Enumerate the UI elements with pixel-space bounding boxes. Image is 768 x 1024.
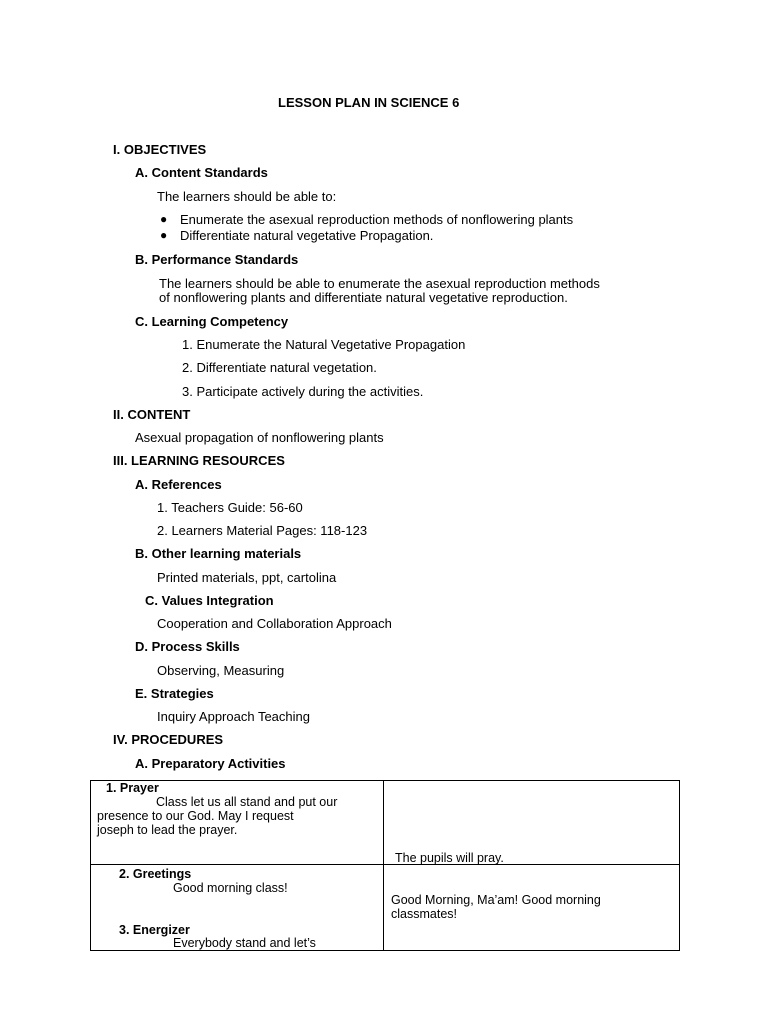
bullet-icon: ● bbox=[160, 228, 168, 242]
performance-standards-line-2: of nonflowering plants and differentiate natural vegetative reproduction. bbox=[159, 290, 568, 305]
prayer-line-2: presence to our God. May I request bbox=[97, 809, 294, 823]
teacher-activity-cell bbox=[91, 865, 384, 951]
energizer-text: Everybody stand and let’s bbox=[173, 936, 316, 950]
references-heading: A. References bbox=[135, 477, 222, 492]
performance-standards-line-1: The learners should be able to enumerate the asexual reproduction methods bbox=[159, 276, 600, 291]
content-text: Asexual propagation of nonflowering plants bbox=[135, 430, 384, 445]
energizer-title: 3. Energizer bbox=[119, 923, 190, 937]
greetings-title: 2. Greetings bbox=[119, 867, 192, 881]
competency-item: 1. Enumerate the Natural Vegetative Propagation bbox=[182, 337, 466, 352]
content-standards-intro: The learners should be able to: bbox=[157, 189, 337, 204]
pupil-activity-cell bbox=[384, 781, 680, 865]
procedures-table bbox=[90, 780, 680, 951]
strategies-heading: E. Strategies bbox=[135, 686, 214, 701]
bullet-text: Enumerate the asexual reproduction methods of nonflowering plants bbox=[180, 212, 574, 227]
teacher-activity-cell bbox=[91, 781, 384, 865]
performance-standards-heading: B. Performance Standards bbox=[135, 252, 299, 267]
section-objectives-heading: I. OBJECTIVES bbox=[113, 142, 207, 157]
preparatory-activities-heading: A. Preparatory Activities bbox=[135, 756, 286, 771]
table-row bbox=[91, 781, 680, 865]
section-procedures-heading: IV. PROCEDURES bbox=[113, 732, 224, 747]
pupil-response-greeting-line-2: classmates! bbox=[391, 907, 457, 921]
bullet-text: Differentiate natural vegetative Propagation. bbox=[180, 228, 434, 243]
bullet-icon: ● bbox=[160, 212, 168, 226]
values-integration-text: Cooperation and Collaboration Approach bbox=[157, 616, 392, 631]
values-integration-heading: C. Values Integration bbox=[145, 593, 274, 608]
other-materials-heading: B. Other learning materials bbox=[135, 546, 302, 561]
process-skills-heading: D. Process Skills bbox=[135, 639, 240, 654]
content-standards-heading: A. Content Standards bbox=[135, 165, 268, 180]
reference-item: 2. Learners Material Pages: 118-123 bbox=[157, 523, 368, 538]
prayer-title: 1. Prayer bbox=[106, 781, 159, 795]
greetings-text: Good morning class! bbox=[173, 881, 288, 895]
table-row bbox=[91, 865, 680, 951]
other-materials-text: Printed materials, ppt, cartolina bbox=[157, 570, 337, 585]
document-title: LESSON PLAN IN SCIENCE 6 bbox=[278, 95, 460, 110]
list-item bbox=[160, 228, 434, 243]
strategies-text: Inquiry Approach Teaching bbox=[157, 709, 310, 724]
reference-item: 1. Teachers Guide: 56-60 bbox=[157, 500, 303, 515]
prayer-line-3: joseph to lead the prayer. bbox=[97, 823, 238, 837]
section-learning-resources-heading: III. LEARNING RESOURCES bbox=[113, 453, 285, 468]
section-content-heading: II. CONTENT bbox=[113, 407, 191, 422]
list-item bbox=[160, 212, 574, 227]
learning-competency-heading: C. Learning Competency bbox=[135, 314, 289, 329]
pupil-response-greeting-line-1: Good Morning, Ma’am! Good morning bbox=[391, 893, 601, 907]
process-skills-text: Observing, Measuring bbox=[157, 663, 285, 678]
pupil-activity-cell bbox=[384, 865, 680, 951]
competency-item: 2. Differentiate natural vegetation. bbox=[182, 360, 377, 375]
competency-item: 3. Participate actively during the activities. bbox=[182, 384, 424, 399]
pupil-response-prayer: The pupils will pray. bbox=[395, 851, 504, 865]
prayer-line-1: Class let us all stand and put our bbox=[156, 795, 338, 809]
